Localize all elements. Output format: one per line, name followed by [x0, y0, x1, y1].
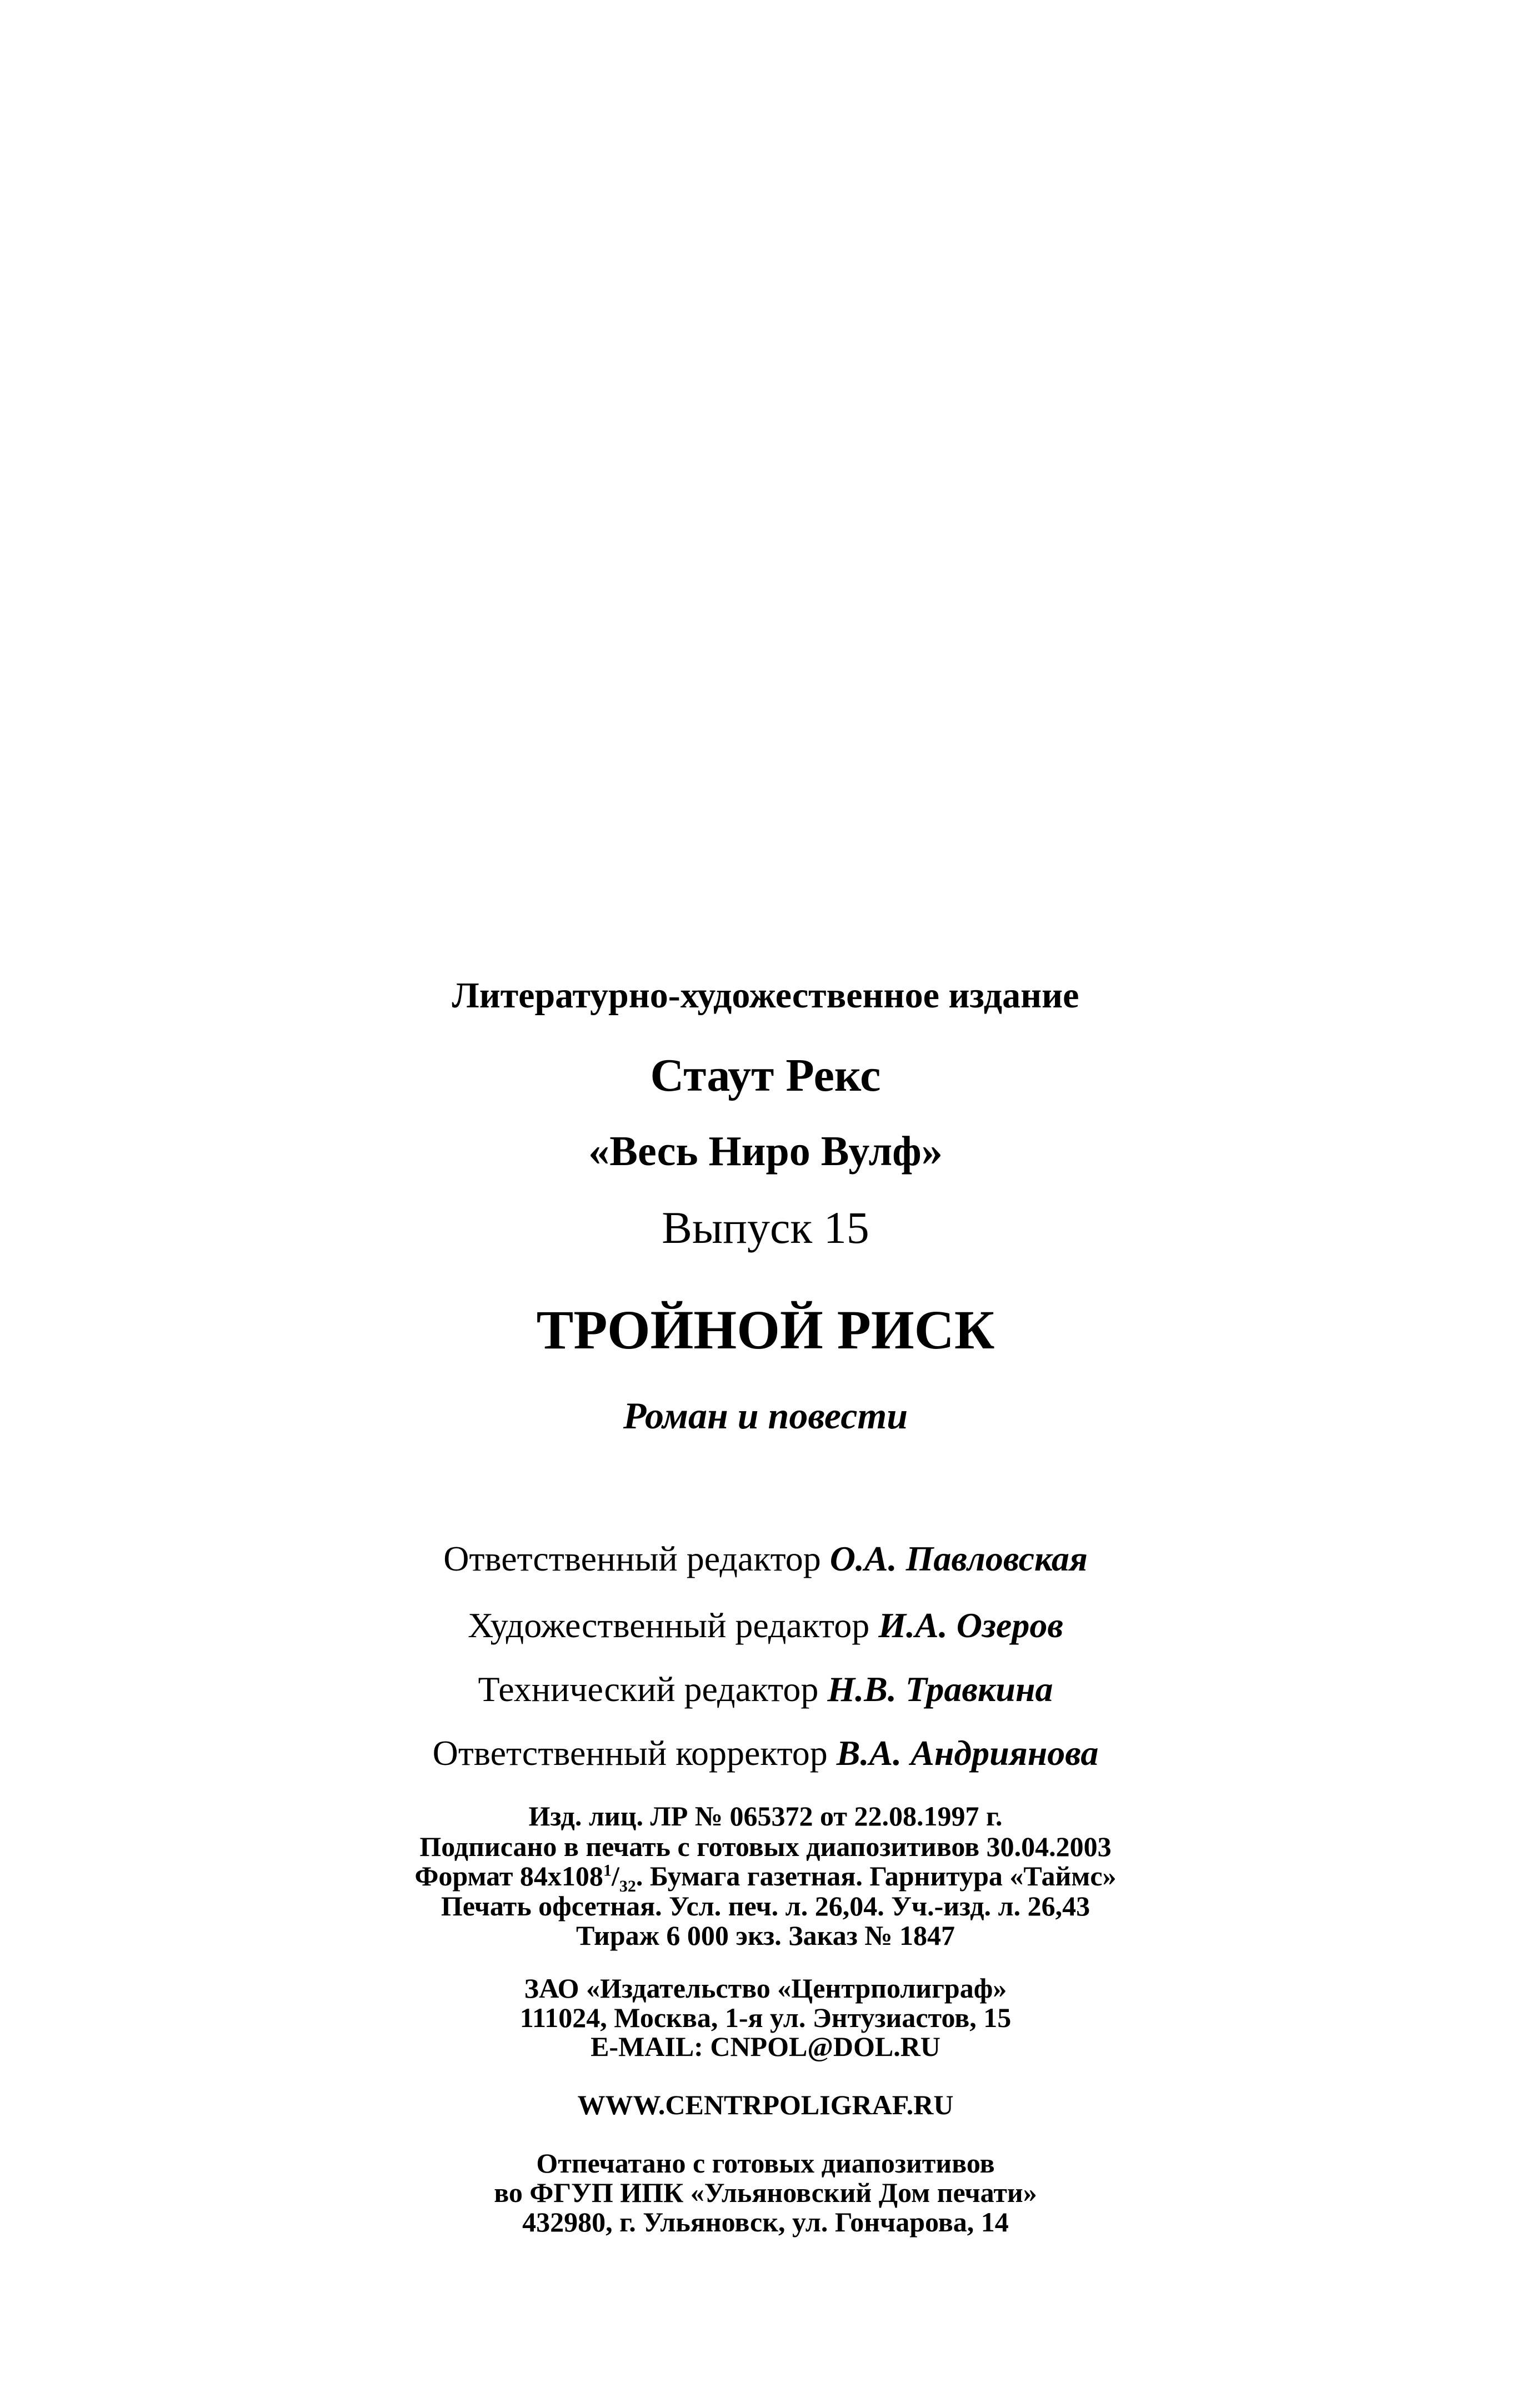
format-suffix: . Бумага газетная. Гарнитура «Таймс»	[636, 1860, 1117, 1892]
credit-proofreader	[0, 1735, 1531, 1771]
format-numerator: 1	[603, 1861, 612, 1880]
author-name: Стаут Рекс	[650, 1050, 881, 1101]
credit-person: Н.В. Травкина	[827, 1669, 1053, 1709]
credit-technical-editor	[0, 1669, 1531, 1709]
imprint-print-info: Печать офсетная. Усл. печ. л. 26,04. Уч.-изд. л. 26,43	[441, 1890, 1090, 1922]
format-denominator: 32	[619, 1877, 636, 1895]
publisher-website: WWW.CENTRPOLIGRAF.RU	[577, 2089, 954, 2120]
imprint-license: Изд. лиц. ЛР № 065372 от 22.08.1997 г.	[528, 1800, 1003, 1832]
publisher-email: E-MAIL: CNPOL@DOL.RU	[591, 2031, 940, 2062]
credit-role: Ответственный редактор	[443, 1539, 821, 1578]
publisher-name: ЗАО «Издательство «Центрполиграф»	[524, 1973, 1007, 2004]
credit-person: И.А. Озеров	[878, 1606, 1063, 1645]
credit-person: О.А. Павловская	[829, 1539, 1088, 1578]
imprint-format: Формат $84x108^1/_{32}$. Бумага газетная. Гарнитура «Таймс»	[414, 1860, 1117, 1895]
printer-line-3: 432980, г. Ульяновск, ул. Гончарова, 14	[522, 2206, 1009, 2238]
credit-responsible-editor	[0, 1541, 1531, 1577]
genre-line: Литературно-художественное издание	[452, 975, 1079, 1016]
imprint-run: Тираж 6 000 экз. Заказ № 1847	[576, 1920, 955, 1951]
book-title: ТРОЙНОЙ РИСК	[536, 1299, 995, 1361]
credit-art-editor	[0, 1608, 1531, 1643]
credit-person: В.А. Андриянова	[836, 1733, 1099, 1773]
credit-role: Художественный редактор	[468, 1606, 870, 1645]
imprint-signed: Подписано в печать с готовых диапозитивов 30.04.2003	[419, 1831, 1112, 1862]
format-prefix: Формат 84x108	[414, 1860, 603, 1892]
issue-number: Выпуск 15	[662, 1202, 869, 1253]
book-subtitle: Роман и повести	[623, 1394, 908, 1437]
credit-role: Ответственный корректор	[432, 1733, 828, 1773]
publisher-address: 111024, Москва, 1-я ул. Энтузиастов, 15	[519, 2002, 1012, 2033]
printer-line-2: во ФГУП ИПК «Ульяновский Дом печати»	[494, 2177, 1037, 2208]
credit-role: Технический редактор	[478, 1669, 819, 1709]
printer-line-1: Отпечатано с готовых диапозитивов	[536, 2148, 995, 2179]
series-name: «Весь Ниро Вулф»	[588, 1128, 943, 1175]
